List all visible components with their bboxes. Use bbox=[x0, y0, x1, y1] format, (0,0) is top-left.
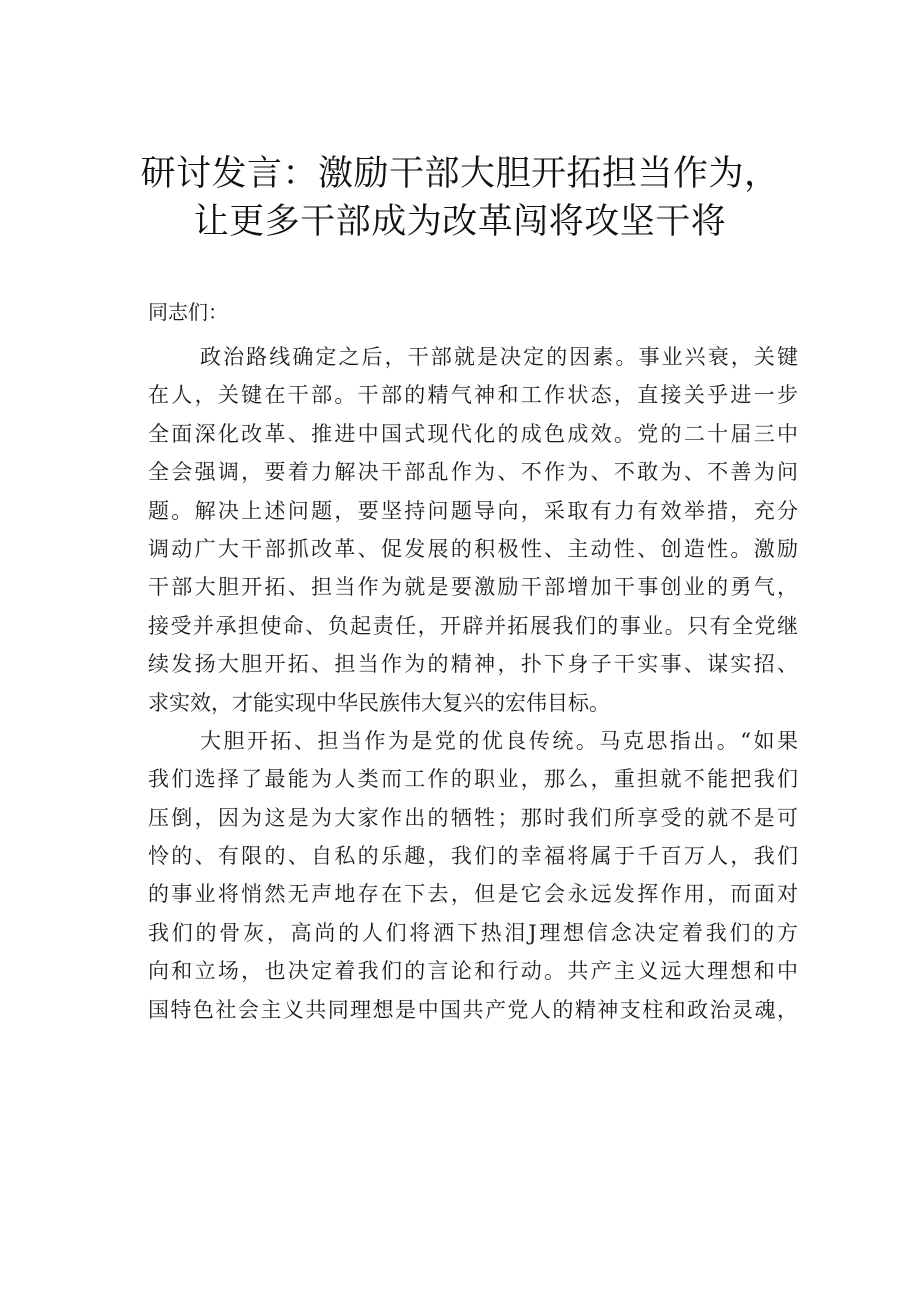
salutation: 同志们： bbox=[148, 300, 228, 324]
paragraph-line: 干部大胆开拓、担当作为就是要激励干部增加干事创业的勇气， bbox=[148, 575, 798, 600]
paragraph-2 bbox=[148, 722, 798, 1029]
paragraph-line: 向和立场，也决定着我们的言论和行动。共产主义远大理想和中 bbox=[148, 959, 798, 984]
paragraph-line: 政治路线确定之后，干部就是决定的因素。事业兴衰，关键 bbox=[200, 345, 798, 369]
paragraph-line: 在人，关键在干部。干部的精气神和工作状态，直接关乎进一步 bbox=[148, 383, 798, 408]
paragraph-line: 续发扬大胆开拓、担当作为的精神，扑下身子干实事、谋实招、 bbox=[148, 652, 798, 677]
title-line-2: 让更多干部成为改革闯将攻坚干将 bbox=[193, 202, 727, 242]
paragraph-line: 压倒，因为这是为大家作出的牺牲；那时我们所享受的就不是可 bbox=[148, 805, 798, 830]
paragraph-line: 怜的、有限的、自私的乐趣，我们的幸福将属于千百万人，我们 bbox=[148, 844, 798, 869]
paragraph-line: 调动广大干部抓改革、促发展的积极性、主动性、创造性。激励 bbox=[148, 536, 798, 561]
paragraph-line: 大胆开拓、担当作为是党的优良传统。马克思指出。“如果 bbox=[200, 728, 798, 753]
title-line-1: 研讨发言：激励干部大胆开拓担当作为， bbox=[140, 154, 780, 194]
paragraph-line: 的事业将悄然无声地存在下去，但是它会永远发挥作用，而面对 bbox=[148, 882, 798, 907]
paragraph-line: 接受并承担使命、负起责任，开辟并拓展我们的事业。只有全党继 bbox=[148, 613, 798, 638]
document-title bbox=[100, 150, 820, 246]
paragraph-line: 求实效，才能实现中华民族伟大复兴的宏伟目标。 bbox=[148, 690, 610, 715]
paragraph-line: 我们选择了最能为人类而工作的职业，那么，重担就不能把我们 bbox=[148, 767, 798, 792]
paragraph-line: 全面深化改革、推进中国式现代化的成色成效。党的二十届三中 bbox=[148, 421, 798, 446]
paragraph-1 bbox=[148, 338, 798, 722]
paragraph-line: 全会强调，要着力解决干部乱作为、不作为、不敢为、不善为问 bbox=[148, 460, 798, 485]
paragraph-line: 题。解决上述问题，要坚持问题导向，采取有力有效举措，充分 bbox=[148, 498, 798, 523]
paragraph-line: 国特色社会主义共同理想是中国共产党人的精神支柱和政治灵魂， bbox=[148, 997, 798, 1022]
document-body bbox=[148, 292, 798, 1029]
paragraph-line: 我们的骨灰，高尚的人们将洒下热泪J理想信念决定着我们的方 bbox=[148, 920, 798, 945]
